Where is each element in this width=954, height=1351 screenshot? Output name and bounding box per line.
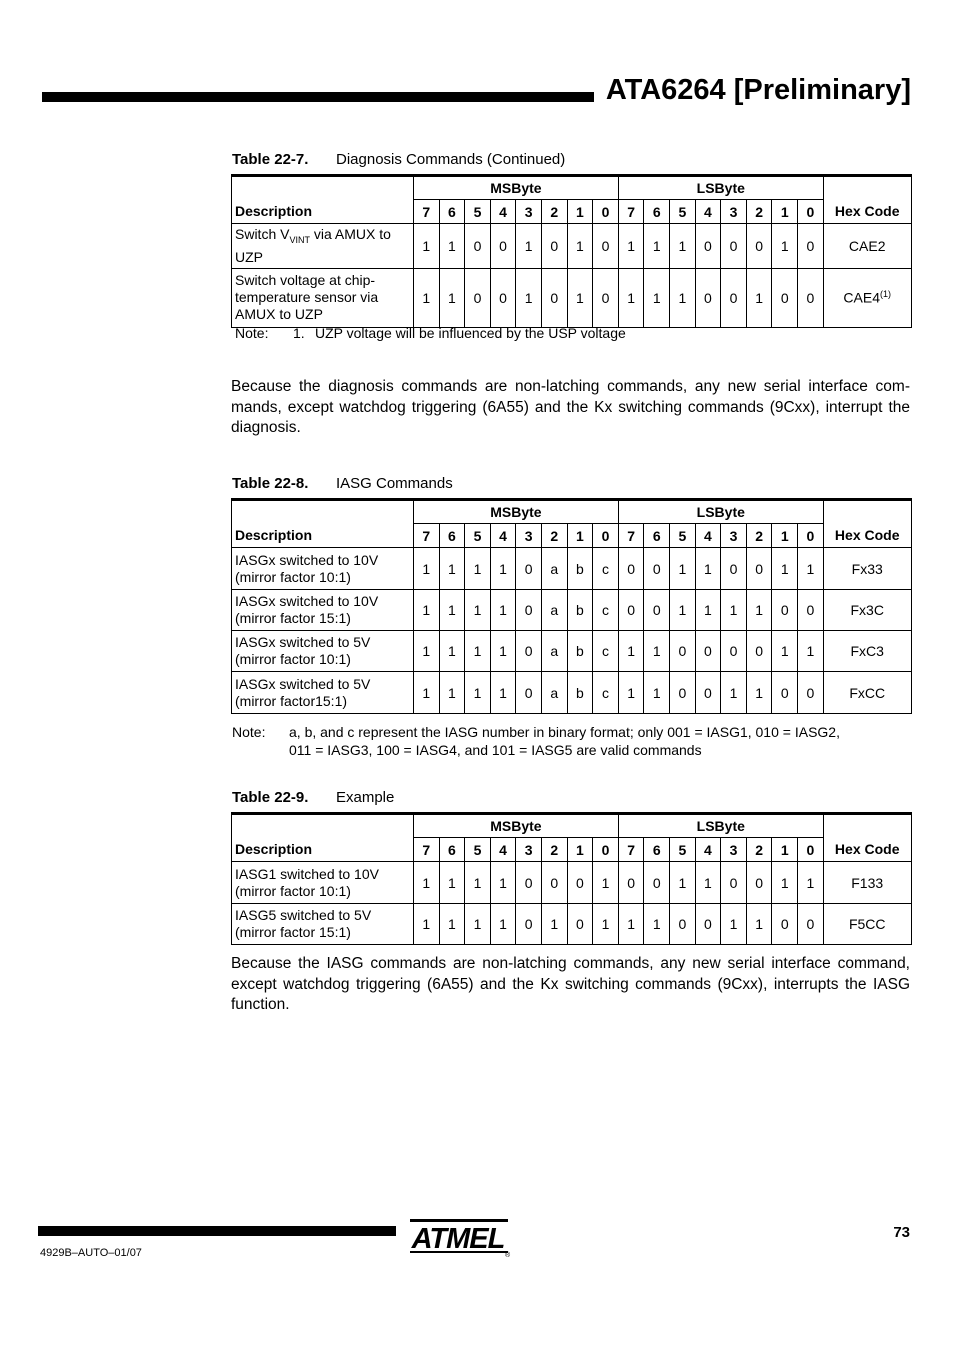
bit-number-header: 1 xyxy=(772,838,798,862)
bit-cell: 0 xyxy=(516,862,542,904)
msbyte-header: MSByte xyxy=(414,500,619,524)
bit-cell: 0 xyxy=(670,631,696,672)
hex-code-header: Hex Code xyxy=(823,176,911,224)
bit-number-header: 5 xyxy=(465,200,491,224)
bit-cell: 0 xyxy=(490,268,516,327)
table-row xyxy=(232,590,912,631)
table-title: Diagnosis Commands (Continued) xyxy=(336,151,566,168)
msbyte-header: MSByte xyxy=(414,814,619,838)
table-caption xyxy=(232,475,453,492)
bit-cell: 0 xyxy=(465,268,491,327)
bit-cell: 0 xyxy=(721,268,747,327)
bit-cell: 1 xyxy=(721,904,747,945)
bit-cell: 0 xyxy=(644,548,670,590)
bit-number-header: 0 xyxy=(798,838,824,862)
bit-cell: 1 xyxy=(670,224,696,269)
row-hex-code: FxCC xyxy=(823,672,911,714)
bit-number-header: 4 xyxy=(490,524,516,548)
bit-cell: 1 xyxy=(516,224,542,269)
bit-cell: 1 xyxy=(670,590,696,631)
bit-cell: 0 xyxy=(516,672,542,714)
bit-cell: 0 xyxy=(516,590,542,631)
bit-cell: 0 xyxy=(541,224,567,269)
bit-cell: 0 xyxy=(465,224,491,269)
row-description: IASG1 switched to 10V (mirror factor 10:1) xyxy=(232,862,414,904)
bit-number-header: 0 xyxy=(798,200,824,224)
row-hex-code: FxC3 xyxy=(823,631,911,672)
bit-cell: 0 xyxy=(644,862,670,904)
bit-cell: 0 xyxy=(618,548,644,590)
table-row xyxy=(232,862,912,904)
bit-cell: 1 xyxy=(465,904,491,945)
table-title: IASG Commands xyxy=(336,475,453,492)
bit-cell: 1 xyxy=(618,904,644,945)
bit-cell: 1 xyxy=(490,548,516,590)
example-table xyxy=(231,812,912,945)
bit-cell: 1 xyxy=(644,672,670,714)
bit-cell: 1 xyxy=(439,548,465,590)
bit-cell: 1 xyxy=(414,862,440,904)
bit-cell: 1 xyxy=(516,268,542,327)
bit-cell: b xyxy=(567,590,593,631)
bit-number-header: 0 xyxy=(593,200,619,224)
row-description: IASGx switched to 5V (mirror factor15:1) xyxy=(232,672,414,714)
bit-cell: 1 xyxy=(439,631,465,672)
bit-cell: 0 xyxy=(618,862,644,904)
bit-cell: 1 xyxy=(618,224,644,269)
bit-number-header: 6 xyxy=(439,200,465,224)
bit-cell: 0 xyxy=(695,631,721,672)
table-title: Example xyxy=(336,789,395,806)
bit-number-header: 5 xyxy=(670,838,696,862)
bit-cell: 1 xyxy=(695,548,721,590)
bit-number-header: 4 xyxy=(695,838,721,862)
bit-cell: 1 xyxy=(772,631,798,672)
bit-number-header: 7 xyxy=(618,524,644,548)
bit-cell: b xyxy=(567,631,593,672)
bit-number-header: 2 xyxy=(541,524,567,548)
table-row xyxy=(232,268,912,327)
bit-cell: 1 xyxy=(746,590,772,631)
bit-number-header: 1 xyxy=(772,200,798,224)
bit-cell: 1 xyxy=(695,590,721,631)
bit-cell: 0 xyxy=(567,904,593,945)
bit-cell: 0 xyxy=(618,590,644,631)
bit-cell: 1 xyxy=(772,548,798,590)
bit-cell: 1 xyxy=(798,862,824,904)
bit-cell: 0 xyxy=(721,862,747,904)
bit-cell: 0 xyxy=(695,672,721,714)
bit-number-header: 4 xyxy=(490,200,516,224)
bit-cell: 0 xyxy=(490,224,516,269)
bit-cell: 1 xyxy=(465,672,491,714)
row-hex-code: F5CC xyxy=(823,904,911,945)
note-text: a, b, and c represent the IASG number in binary format; only 001 = IASG1, 010 = IASG2, 011 = IASG3, 100 = IASG4, and 101 = IASG5 are valid commands xyxy=(289,724,840,758)
bit-cell: 0 xyxy=(593,224,619,269)
bit-number-header: 1 xyxy=(567,524,593,548)
bit-cell: 1 xyxy=(439,672,465,714)
bit-cell: 1 xyxy=(414,590,440,631)
bit-cell: 1 xyxy=(798,631,824,672)
note-label: Note: xyxy=(235,325,269,341)
bit-cell: 0 xyxy=(695,224,721,269)
bit-number-header: 2 xyxy=(746,200,772,224)
note-text: UZP voltage will be influenced by the USP voltage xyxy=(315,325,626,341)
bit-number-header: 2 xyxy=(746,838,772,862)
bit-cell: 1 xyxy=(746,904,772,945)
bit-cell: 0 xyxy=(798,224,824,269)
bit-cell: 1 xyxy=(490,631,516,672)
bit-cell: 1 xyxy=(618,672,644,714)
bit-cell: 0 xyxy=(695,904,721,945)
row-hex-code: CAE2 xyxy=(823,224,911,269)
bit-number-header: 3 xyxy=(721,524,747,548)
bit-cell: 1 xyxy=(414,904,440,945)
bit-cell: 1 xyxy=(746,268,772,327)
note-number: 1. xyxy=(293,325,305,341)
bit-number-header: 7 xyxy=(414,524,440,548)
bit-cell: 1 xyxy=(772,862,798,904)
bit-cell: 0 xyxy=(516,904,542,945)
row-hex-code: Fx3C xyxy=(823,590,911,631)
hex-code-header: Hex Code xyxy=(823,814,911,862)
bit-cell: 1 xyxy=(670,548,696,590)
bit-cell: 0 xyxy=(772,268,798,327)
bit-cell: 0 xyxy=(516,548,542,590)
bit-cell: 0 xyxy=(670,904,696,945)
bit-number-header: 7 xyxy=(618,200,644,224)
table-row xyxy=(232,224,912,269)
bit-cell: 1 xyxy=(695,862,721,904)
msbyte-header: MSByte xyxy=(414,176,619,200)
bit-cell: 0 xyxy=(772,590,798,631)
bit-cell: 1 xyxy=(670,268,696,327)
body-paragraph: Because the diagnosis commands are non-latching commands, any new serial interface com-mands, except watchdog triggering (6A55) and the Kx switching commands (9Cxx), interrupt the diagnosis. xyxy=(231,378,910,436)
description-header: Description xyxy=(232,814,414,862)
description-header: Description xyxy=(232,176,414,224)
bit-cell: 1 xyxy=(414,672,440,714)
bit-cell: 1 xyxy=(618,268,644,327)
table-row xyxy=(232,904,912,945)
table-note xyxy=(235,325,626,341)
row-description: IASGx switched to 10V (mirror factor 10:1) xyxy=(232,548,414,590)
bit-cell: b xyxy=(567,548,593,590)
bit-number-header: 6 xyxy=(644,200,670,224)
bit-cell: 0 xyxy=(798,904,824,945)
bit-cell: 1 xyxy=(465,862,491,904)
iasg-commands-table xyxy=(231,498,912,714)
bit-cell: 1 xyxy=(414,268,440,327)
bit-cell: 1 xyxy=(644,904,670,945)
bit-cell: 1 xyxy=(490,862,516,904)
bit-number-header: 0 xyxy=(798,524,824,548)
bit-cell: 1 xyxy=(439,224,465,269)
lsbyte-header: LSByte xyxy=(618,814,823,838)
bit-cell: 0 xyxy=(721,224,747,269)
bit-cell: 0 xyxy=(567,862,593,904)
bit-number-header: 5 xyxy=(465,838,491,862)
bit-cell: 1 xyxy=(567,224,593,269)
bit-cell: 0 xyxy=(746,862,772,904)
table-row xyxy=(232,672,912,714)
document-code: 4929B–AUTO–01/07 xyxy=(40,1247,142,1259)
bit-cell: 1 xyxy=(490,590,516,631)
bit-cell: 1 xyxy=(465,590,491,631)
bit-cell: 1 xyxy=(644,268,670,327)
bit-cell: c xyxy=(593,548,619,590)
bit-number-header: 3 xyxy=(516,524,542,548)
row-description: Switch $V_{VINT}$ via AMUX to UZP xyxy=(232,224,414,269)
row-hex-code: Fx33 xyxy=(823,548,911,590)
bit-cell: 1 xyxy=(644,631,670,672)
bit-cell: 1 xyxy=(721,590,747,631)
bit-cell: c xyxy=(593,631,619,672)
bit-cell: 0 xyxy=(798,268,824,327)
bit-number-header: 3 xyxy=(721,200,747,224)
bit-cell: 0 xyxy=(541,268,567,327)
bit-cell: 1 xyxy=(439,268,465,327)
bit-cell: 1 xyxy=(414,548,440,590)
hex-code-header: Hex Code xyxy=(823,500,911,548)
bit-cell: 0 xyxy=(746,224,772,269)
footer-rule xyxy=(38,1226,396,1236)
bit-number-header: 0 xyxy=(593,524,619,548)
bit-cell: 0 xyxy=(593,268,619,327)
bit-number-header: 6 xyxy=(439,838,465,862)
bit-number-header: 7 xyxy=(618,838,644,862)
bit-cell: 1 xyxy=(618,631,644,672)
bit-number-header: 4 xyxy=(695,524,721,548)
bit-cell: 0 xyxy=(798,590,824,631)
bit-number-header: 1 xyxy=(567,200,593,224)
bit-cell: a xyxy=(541,548,567,590)
bit-number-header: 2 xyxy=(541,838,567,862)
bit-number-header: 6 xyxy=(644,838,670,862)
table-number: Table 22-7. xyxy=(232,151,309,168)
bit-cell: 1 xyxy=(644,224,670,269)
bit-cell: 1 xyxy=(593,904,619,945)
bit-cell: 1 xyxy=(490,672,516,714)
body-paragraph: Because the IASG commands are non-latching commands, any new serial interface command, except watchdog triggering (6A55) and the Kx switching commands (9Cxx), interrupts the IASG function. xyxy=(231,955,910,1013)
svg-text:®: ® xyxy=(505,1252,511,1258)
bit-cell: 0 xyxy=(772,672,798,714)
bit-cell: 1 xyxy=(567,268,593,327)
page-number: 73 xyxy=(893,1224,910,1241)
bit-cell: 1 xyxy=(490,904,516,945)
bit-cell: b xyxy=(567,672,593,714)
lsbyte-header: LSByte xyxy=(618,500,823,524)
atmel-logo xyxy=(408,1206,513,1258)
table-row xyxy=(232,548,912,590)
bit-cell: 0 xyxy=(721,548,747,590)
bit-number-header: 0 xyxy=(593,838,619,862)
bit-cell: 0 xyxy=(695,268,721,327)
table-caption xyxy=(232,151,565,168)
table-number: Table 22-8. xyxy=(232,475,309,492)
bit-cell: 0 xyxy=(541,862,567,904)
table-caption xyxy=(232,789,394,806)
bit-number-header: 1 xyxy=(772,524,798,548)
bit-number-header: 5 xyxy=(465,524,491,548)
bit-number-header: 3 xyxy=(721,838,747,862)
bit-number-header: 5 xyxy=(670,524,696,548)
bit-cell: 1 xyxy=(439,590,465,631)
bit-cell: c xyxy=(593,590,619,631)
bit-number-header: 3 xyxy=(516,200,542,224)
bit-cell: a xyxy=(541,590,567,631)
row-hex-code: CAE4$^{(1)}$ xyxy=(823,268,911,327)
bit-cell: 1 xyxy=(721,672,747,714)
table-number: Table 22-9. xyxy=(232,789,309,806)
bit-cell: a xyxy=(541,631,567,672)
row-hex-code: F133 xyxy=(823,862,911,904)
bit-cell: 1 xyxy=(465,631,491,672)
bit-cell: 0 xyxy=(516,631,542,672)
bit-number-header: 1 xyxy=(567,838,593,862)
svg-text:ATMEL: ATMEL xyxy=(411,1223,505,1255)
bit-cell: 1 xyxy=(414,631,440,672)
bit-number-header: 2 xyxy=(541,200,567,224)
bit-cell: 0 xyxy=(644,590,670,631)
bit-number-header: 7 xyxy=(414,200,440,224)
bit-number-header: 2 xyxy=(746,524,772,548)
page-title: ATA6264 [Preliminary] xyxy=(605,74,911,106)
bit-number-header: 4 xyxy=(490,838,516,862)
bit-cell: 1 xyxy=(670,862,696,904)
note-label: Note: xyxy=(232,724,266,740)
bit-number-header: 7 xyxy=(414,838,440,862)
bit-cell: 1 xyxy=(465,548,491,590)
row-description: IASG5 switched to 5V (mirror factor 15:1) xyxy=(232,904,414,945)
bit-cell: 0 xyxy=(721,631,747,672)
bit-cell: 1 xyxy=(593,862,619,904)
bit-number-header: 6 xyxy=(644,524,670,548)
bit-cell: a xyxy=(541,672,567,714)
row-description: IASGx switched to 10V (mirror factor 15:1) xyxy=(232,590,414,631)
header-rule xyxy=(42,92,594,102)
bit-number-header: 5 xyxy=(670,200,696,224)
bit-number-header: 4 xyxy=(695,200,721,224)
bit-cell: 1 xyxy=(772,224,798,269)
lsbyte-header: LSByte xyxy=(618,176,823,200)
description-header: Description xyxy=(232,500,414,548)
bit-number-header: 3 xyxy=(516,838,542,862)
bit-cell: 0 xyxy=(772,904,798,945)
bit-cell: 0 xyxy=(670,672,696,714)
bit-cell: 0 xyxy=(746,631,772,672)
bit-number-header: 6 xyxy=(439,524,465,548)
bit-cell: 1 xyxy=(439,862,465,904)
bit-cell: 1 xyxy=(541,904,567,945)
bit-cell: 1 xyxy=(439,904,465,945)
row-description: IASGx switched to 5V (mirror factor 10:1) xyxy=(232,631,414,672)
bit-cell: 0 xyxy=(798,672,824,714)
bit-cell: 1 xyxy=(798,548,824,590)
bit-cell: c xyxy=(593,672,619,714)
bit-cell: 1 xyxy=(746,672,772,714)
diagnosis-commands-table xyxy=(231,174,912,328)
row-description: Switch voltage at chip-temperature sensor via AMUX to UZP xyxy=(232,268,414,327)
bit-cell: 0 xyxy=(746,548,772,590)
bit-cell: 1 xyxy=(414,224,440,269)
table-row xyxy=(232,631,912,672)
